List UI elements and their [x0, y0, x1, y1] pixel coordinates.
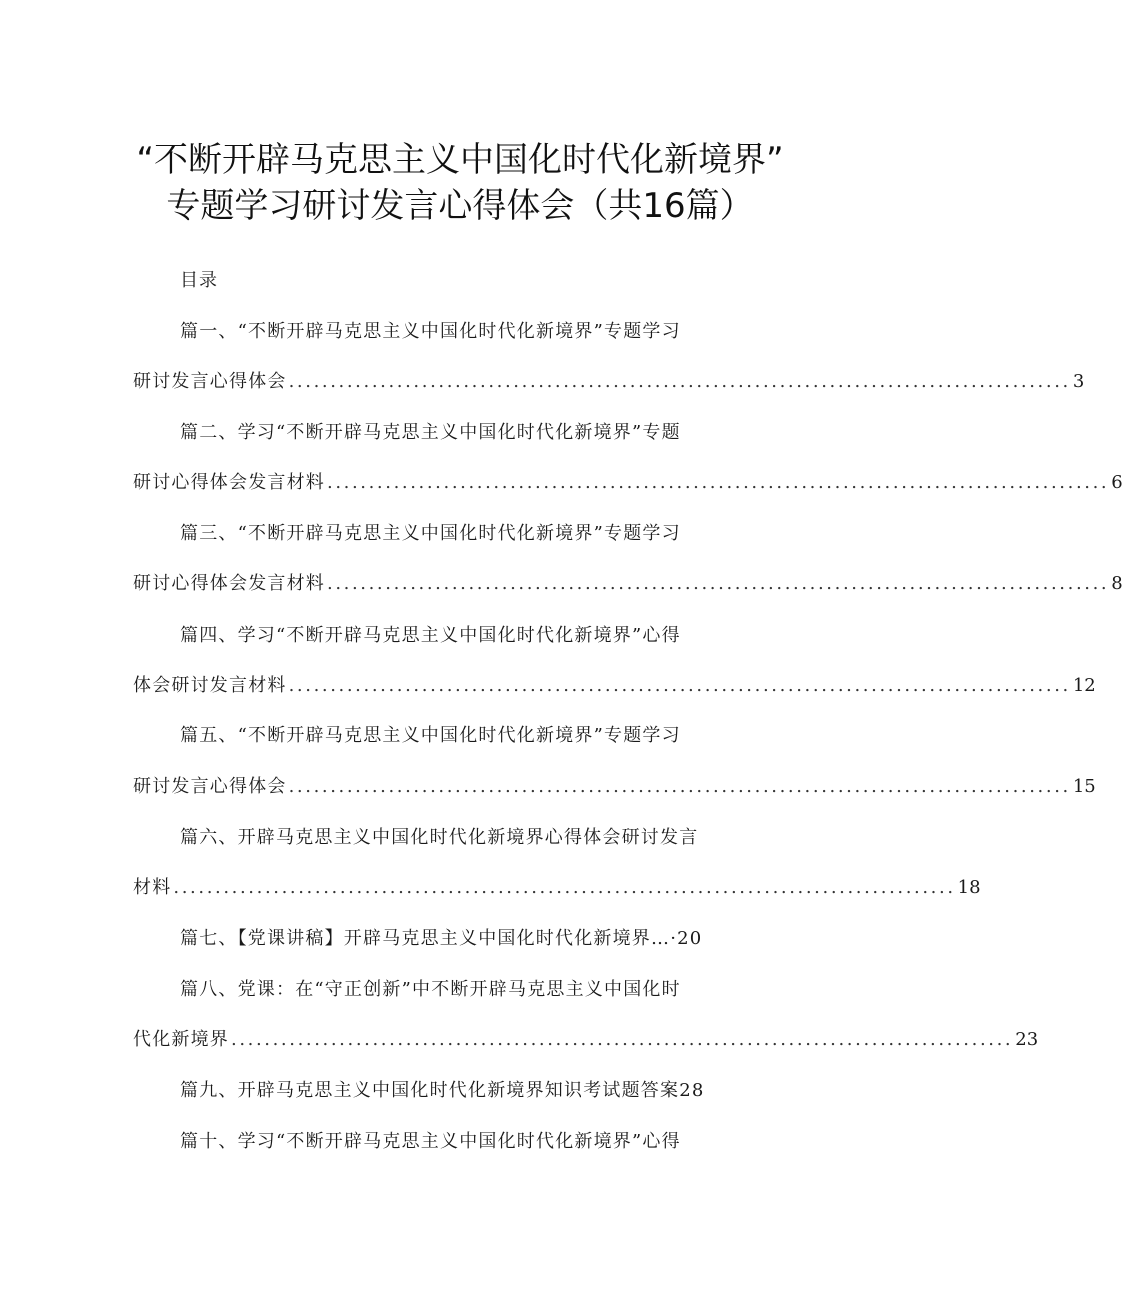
toc-page-number: 18: [957, 877, 981, 898]
toc-entry-7[interactable]: 篇七、【党课讲稿】开辟马克思主义中国化时代化新境界…·20: [180, 928, 703, 949]
toc-entry-text: 研讨心得体会发言材料: [133, 573, 325, 594]
toc-entry-text: 研讨心得体会发言材料: [133, 472, 325, 493]
toc-page-number: 6: [1111, 472, 1123, 493]
toc-entry-text: 研讨发言心得体会: [133, 776, 287, 797]
leader-dots: ..............................................................................................: [173, 877, 956, 898]
toc-page-number: 15: [1072, 776, 1096, 797]
toc-entry-5-line1[interactable]: 篇五、“不断开辟马克思主义中国化时代化新境界”专题学习: [180, 725, 681, 746]
toc-entry-1-line2[interactable]: [133, 368, 1085, 396]
toc-entry-10-line1[interactable]: 篇十、学习“不断开辟马克思主义中国化时代化新境界”心得: [180, 1131, 681, 1152]
toc-page-number: 12: [1072, 675, 1096, 696]
toc-entry-5-line2[interactable]: [133, 773, 1096, 801]
toc-page-number: 8: [1111, 573, 1123, 594]
toc-entry-2-line1[interactable]: 篇二、学习“不断开辟马克思主义中国化时代化新境界”专题: [180, 422, 681, 443]
leader-dots: ..............................................................................................: [327, 472, 1110, 493]
toc-entry-text: 研讨发言心得体会: [133, 371, 287, 392]
document-title-line2: 专题学习研讨发言心得体会（共16篇）: [166, 186, 754, 226]
toc-entry-text: 代化新境界: [133, 1029, 229, 1050]
leader-dots: ..............................................................................................: [231, 1029, 1014, 1050]
toc-page-number: 23: [1015, 1029, 1039, 1050]
leader-dots: ..............................................................................................: [288, 371, 1071, 392]
toc-entry-text: 体会研讨发言材料: [133, 675, 287, 696]
toc-entry-4-line2[interactable]: [133, 672, 1096, 700]
toc-entry-text: 材料: [133, 877, 172, 898]
toc-page-number: 3: [1072, 371, 1085, 392]
toc-entry-6-line2[interactable]: [133, 874, 981, 902]
document-title-line1: “不断开辟马克思主义中国化时代化新境界”: [136, 140, 784, 180]
toc-entry-6-line1[interactable]: 篇六、开辟马克思主义中国化时代化新境界心得体会研讨发言: [180, 827, 699, 848]
toc-entry-8-line2[interactable]: [133, 1026, 1039, 1054]
leader-dots: ..............................................................................................: [288, 675, 1071, 696]
leader-dots: ..............................................................................................: [327, 573, 1110, 594]
toc-entry-3-line1[interactable]: 篇三、“不断开辟马克思主义中国化时代化新境界”专题学习: [180, 523, 681, 544]
toc-entry-3-line2[interactable]: [133, 570, 1123, 598]
toc-entry-2-line2[interactable]: [133, 469, 1123, 497]
toc-entry-4-line1[interactable]: 篇四、学习“不断开辟马克思主义中国化时代化新境界”心得: [180, 625, 681, 646]
toc-entry-9[interactable]: 篇九、开辟马克思主义中国化时代化新境界知识考试题答案28: [180, 1080, 705, 1101]
toc-heading: 目录: [180, 270, 218, 291]
toc-entry-8-line1[interactable]: 篇八、党课：在“守正创新”中不断开辟马克思主义中国化时: [180, 979, 681, 1000]
leader-dots: ..............................................................................................: [288, 776, 1071, 797]
toc-entry-1-line1[interactable]: 篇一、“不断开辟马克思主义中国化时代化新境界”专题学习: [180, 321, 681, 342]
